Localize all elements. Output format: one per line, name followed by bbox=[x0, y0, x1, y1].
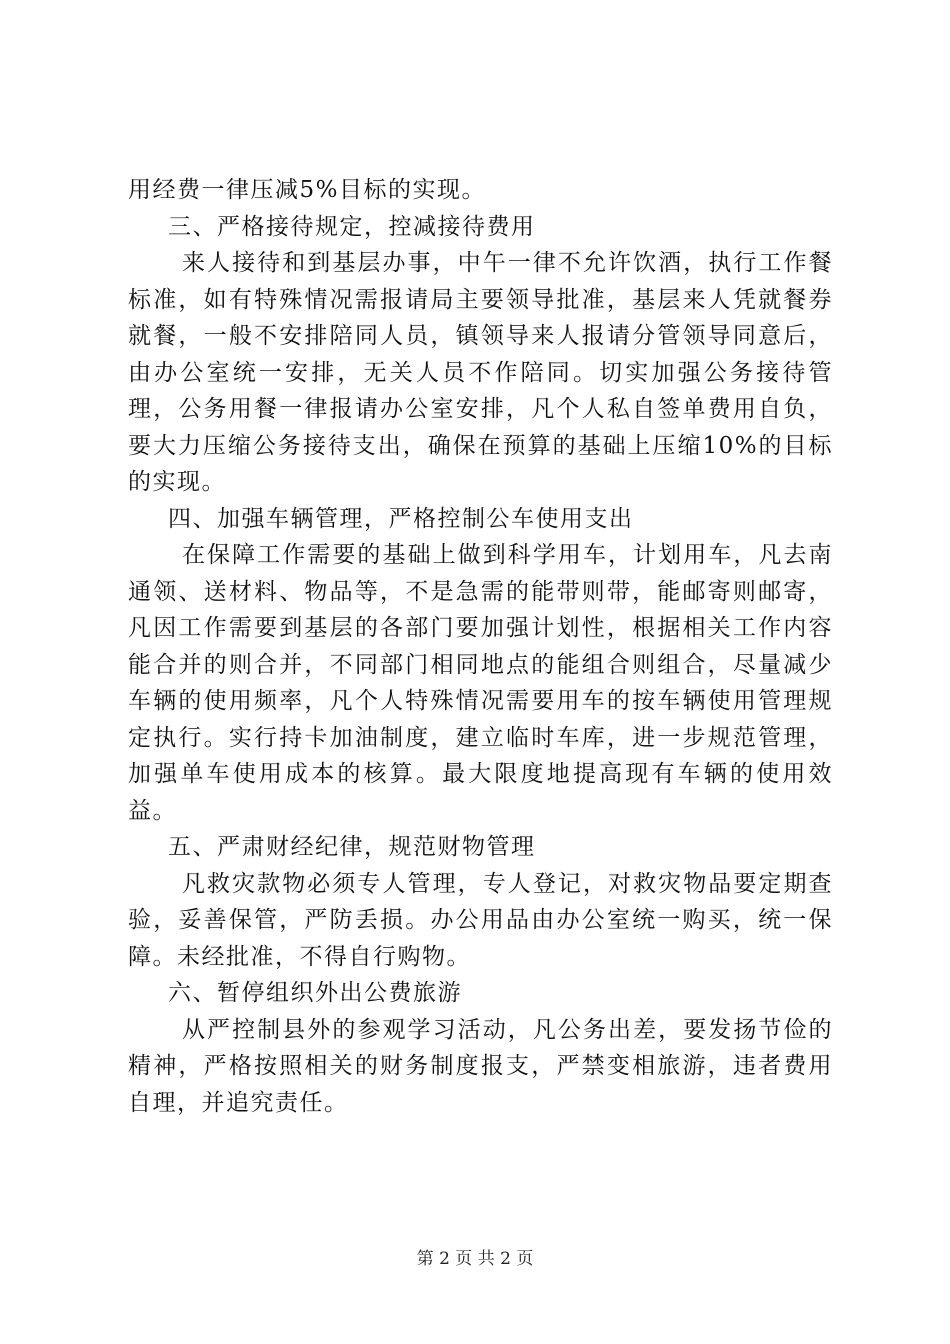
paragraph-travel: 从严控制县外的参观学习活动，凡公务出差，要发扬节俭的精神，严格按照相关的财务制度报支，严禁变相旅游，违者费用自理，并追究责任。 bbox=[128, 1016, 833, 1116]
paragraph-reception: 来人接待和到基层办事，中午一律不允许饮酒，执行工作餐标准，如有特殊情况需报请局主要领导批准，基层来人凭就餐券就餐，一般不安排陪同人员，镇领导来人报请分管领导同意后，由办公室统一安排，无关人员不作陪同。切实加强公务接待管理，公务用餐一律报请办公室安排，凡个人私自签单费用自负，要大力压缩公务接待支出，确保在预算的基础上压缩10%的目标的实现。 bbox=[128, 250, 833, 495]
section-heading-4: 四、加强车辆管理，严格控制公车使用支出 bbox=[168, 505, 634, 532]
paragraph-continuation: 用经费一律压减5%目标的实现。 bbox=[128, 177, 486, 203]
paragraph-finance: 凡救灾款物必须专人管理，专人登记，对救灾物品要定期查验，妥善保管，严防丢损。办公用品由办公室统一购买，统一保障。未经批准，不得自行购物。 bbox=[128, 870, 833, 970]
page-footer: 第 2 页 共 2 页 bbox=[416, 1249, 534, 1269]
section-heading-3: 三、严格接待规定，控减接待费用 bbox=[168, 213, 536, 240]
section-heading-6: 六、暂停组织外出公费旅游 bbox=[168, 980, 462, 1006]
section-heading-5: 五、严肃财经纪律，规范财物管理 bbox=[168, 834, 536, 860]
document-body bbox=[128, 172, 833, 1121]
paragraph-vehicles: 在保障工作需要的基础上做到科学用车，计划用车，凡去南通领、送材料、物品等，不是急需的能带则带，能邮寄则邮寄，凡因工作需要到基层的各部门要加强计划性，根据相关工作内容能合并的则合并，不同部门相同地点的能组合则组合，尽量减少车辆的使用频率，凡个人特殊情况需要用车的按车辆使用管理规定执行。实行持卡加油制度，建立临时车库，进一步规范管理，加强单车使用成本的核算。最大限度地提高现有车辆的使用效益。 bbox=[128, 542, 833, 824]
